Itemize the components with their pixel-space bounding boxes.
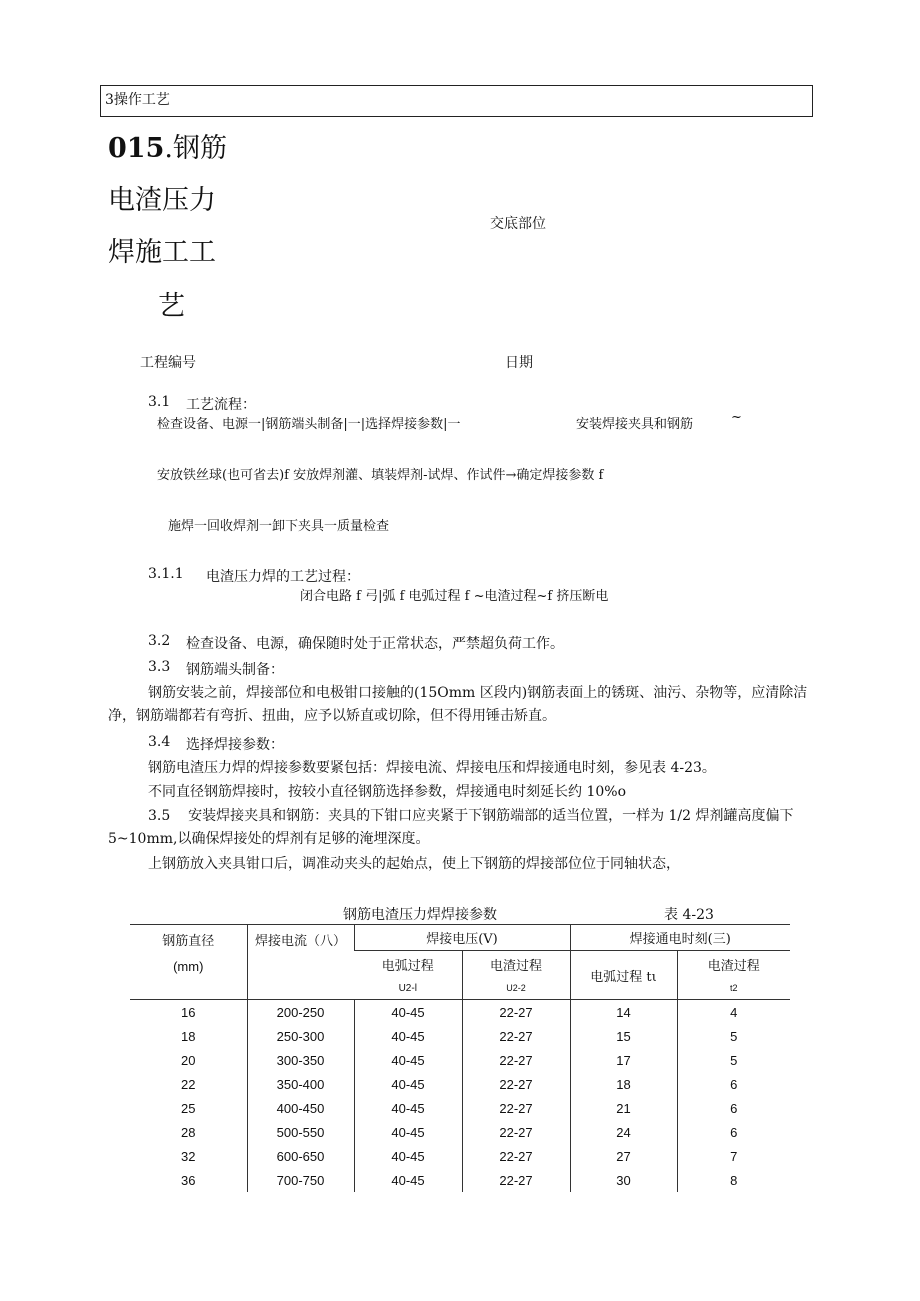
table-row	[130, 1072, 790, 1096]
section-3-3-paragraph: 钢筋安装之前，焊接部位和电极钳口接触的(15Omm 区段内)钢筋表面上的锈斑、油污、杂物等，应清除洁净，钢筋端都若有弯折、扭曲，应予以矫直或切除，但不得用锤击矫直。	[108, 685, 808, 724]
section-3-5-paragraph-2: 上钢筋放入夹具钳口后，调准动夹头的起始点，使上下钢筋的焊接部位位于同轴状态，	[148, 856, 680, 872]
header-voltage: 焊接电压(V)	[354, 924, 570, 951]
cell-slag-time: 6	[677, 1096, 790, 1120]
title-line-2: 电渣压力	[108, 185, 216, 216]
table-row	[130, 1168, 790, 1192]
title-line-1	[108, 126, 227, 165]
flow-line-1a: 检查设备、电源一|钢筋端头制备|一|选择焊接参数|一	[157, 417, 461, 432]
cell-current: 700-750	[247, 1168, 354, 1192]
title-line-4: 艺	[158, 291, 185, 322]
location-label: 交底部位	[490, 216, 546, 232]
cell-slag-time: 6	[677, 1072, 790, 1096]
title-number: 015	[108, 133, 165, 164]
cell-diameter: 16	[181, 1004, 196, 1020]
table-row	[130, 1096, 790, 1120]
cell-slag-voltage: 22-27	[462, 1072, 570, 1096]
cell-slag-time: 7	[677, 1144, 790, 1168]
cell-arc-voltage: 40-45	[354, 1000, 462, 1025]
cell-slag-voltage: 22-27	[462, 1024, 570, 1048]
section-header-text: 3操作工艺	[105, 92, 170, 108]
cell-arc-voltage: 40-45	[354, 1120, 462, 1144]
section-3-3-text: 钢筋端头制备：	[186, 662, 284, 678]
cell-arc-voltage: 40-45	[354, 1072, 462, 1096]
section-3-4-paragraph-2: 不同直径钢筋焊接时，按较小直径钢筋选择参数，焊接通电时刻延长约 10%o	[148, 784, 626, 800]
header-arc-time: 电弧过程 tι	[570, 951, 677, 1000]
flow-line-1b: 安装焊接夹具和钢筋	[576, 417, 694, 432]
cell-slag-time: 5	[677, 1024, 790, 1048]
table-row	[130, 1000, 790, 1025]
header-arc-voltage-symbol: U2-l	[354, 977, 462, 1000]
flow-line-2: 安放铁丝球(也可省去)f 安放焊剂灌、填装焊剂-试焊、作试件→确定焊接参数 f	[157, 468, 604, 483]
cell-arc-voltage: 40-45	[354, 1144, 462, 1168]
header-slag-voltage: 电渣过程	[462, 951, 570, 978]
cell-slag-time: 5	[677, 1048, 790, 1072]
table-row	[130, 1144, 790, 1168]
section-3-4-paragraph-1: 钢筋电渣压力焊的焊接参数要紧包括：焊接电流、焊接电压和焊接通电时刻，参见表 4-23。	[148, 760, 716, 776]
cell-slag-voltage: 22-27	[462, 1048, 570, 1072]
cell-slag-time: 4	[677, 1000, 790, 1025]
cell-current: 200-250	[247, 1000, 354, 1025]
cell-arc-time: 27	[570, 1144, 677, 1168]
section-3-2-text: 检查设备、电源，确保随时处于正常状态，严禁超负荷工作。	[186, 636, 564, 652]
cell-arc-time: 17	[570, 1048, 677, 1072]
section-3-4-num: 3.4	[148, 734, 171, 750]
section-header-box	[100, 85, 813, 117]
cell-slag-voltage: 22-27	[462, 1096, 570, 1120]
process-line: 闭合电路 f 弓|弧 f 电弧过程 f ~电渣过程~f 挤压断电	[300, 589, 609, 604]
cell-diameter: 25	[181, 1100, 196, 1116]
cell-arc-time: 24	[570, 1120, 677, 1144]
table-caption: 钢筋电渣压力焊焊接参数	[343, 907, 497, 923]
cell-slag-voltage: 22-27	[462, 1144, 570, 1168]
header-current: 焊接电流（八）	[247, 924, 354, 1000]
flow-heading-num: 3.1	[148, 394, 171, 410]
cell-current: 600-650	[247, 1144, 354, 1168]
cell-current: 250-300	[247, 1024, 354, 1048]
cell-arc-time: 21	[570, 1096, 677, 1120]
cell-arc-voltage: 40-45	[354, 1048, 462, 1072]
section-3-5-paragraph	[108, 805, 818, 851]
header-slag-voltage-symbol: U2-2	[462, 977, 570, 1000]
header-time: 焊接通电时刻(三)	[570, 924, 790, 951]
header-slag-time: 电渣过程	[677, 951, 790, 978]
cell-diameter: 32	[181, 1148, 196, 1164]
section-3-4-text: 选择焊接参数：	[186, 737, 284, 753]
cell-arc-voltage: 40-45	[354, 1168, 462, 1192]
title-line-3: 焊施工工	[108, 237, 216, 268]
table-header-row-1	[130, 924, 790, 951]
cell-slag-voltage: 22-27	[462, 1000, 570, 1025]
cell-arc-time: 14	[570, 1000, 677, 1025]
cell-arc-time: 30	[570, 1168, 677, 1192]
cell-current: 350-400	[247, 1072, 354, 1096]
title-line-1-text: .钢筋	[164, 133, 227, 164]
section-3-5-num: 3.5	[148, 808, 171, 824]
cell-diameter: 28	[181, 1124, 196, 1140]
cell-arc-time: 18	[570, 1072, 677, 1096]
cell-diameter: 22	[181, 1076, 196, 1092]
cell-current: 300-350	[247, 1048, 354, 1072]
process-heading: 电渣压力焊的工艺过程：	[206, 569, 360, 585]
date-label: 日期	[505, 355, 533, 371]
section-3-3-num: 3.3	[148, 659, 171, 675]
cell-arc-voltage: 40-45	[354, 1096, 462, 1120]
flow-line-1c: ~	[731, 410, 742, 425]
flow-line-3: 施焊一回收焊剂一卸下夹具一质量检查	[168, 519, 390, 534]
cell-slag-time: 8	[677, 1168, 790, 1192]
cell-diameter: 18	[181, 1028, 196, 1044]
section-3-2-num: 3.2	[148, 633, 171, 649]
flow-heading: 工艺流程：	[186, 397, 256, 413]
welding-params-table	[130, 924, 790, 1192]
table-row	[130, 1120, 790, 1144]
cell-current: 500-550	[247, 1120, 354, 1144]
section-3-5-text: 安装焊接夹具和钢筋：夹具的下钳口应夹紧于下钢筋端部的适当位置，一样为 1/2 焊剂罐高度偏下 5~10mm,以确保焊接处的焊剂有足够的淹埋深度。	[108, 808, 794, 847]
cell-arc-voltage: 40-45	[354, 1024, 462, 1048]
header-diameter: 钢筋直径 (mm)	[130, 924, 247, 1000]
table-row	[130, 1048, 790, 1072]
cell-current: 400-450	[247, 1096, 354, 1120]
cell-slag-voltage: 22-27	[462, 1168, 570, 1192]
project-no-label: 工程编号	[140, 355, 196, 371]
cell-diameter: 20	[181, 1052, 196, 1068]
cell-slag-voltage: 22-27	[462, 1120, 570, 1144]
cell-arc-time: 15	[570, 1024, 677, 1048]
cell-slag-time: 6	[677, 1120, 790, 1144]
table-number: 表 4-23	[664, 907, 714, 923]
cell-diameter: 36	[181, 1172, 196, 1188]
process-heading-num: 3.1.1	[148, 566, 184, 582]
header-arc-voltage: 电弧过程	[381, 958, 434, 974]
header-slag-time-symbol: t2	[677, 977, 790, 1000]
table-row	[130, 1024, 790, 1048]
table-body	[130, 1000, 790, 1193]
